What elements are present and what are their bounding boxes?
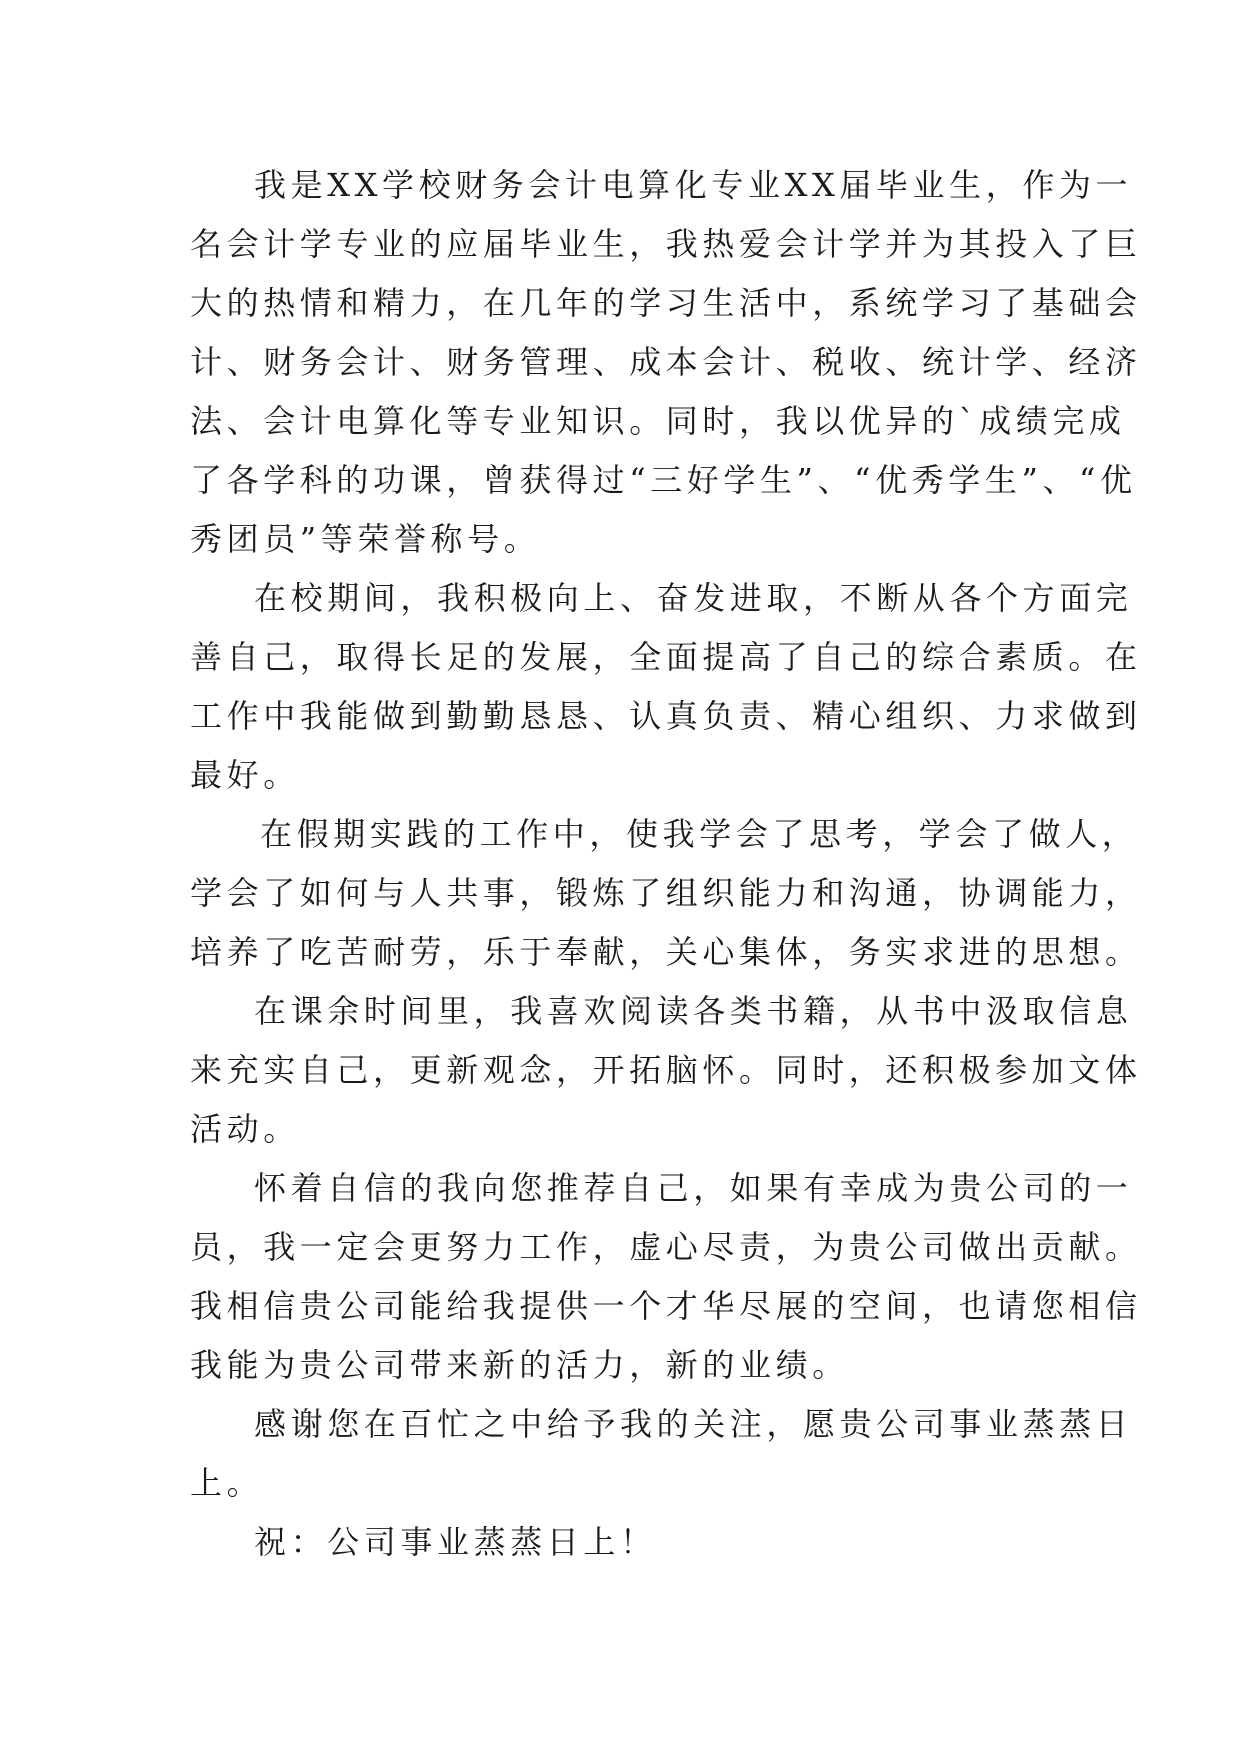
text-line: 在假期实践的工作中，使我学会了思考，学会了做人， [260, 815, 1139, 853]
text-line: 在课余时间里，我喜欢阅读各类书籍，从书中汲取信息 [254, 992, 1133, 1030]
text-line: 法、会计电算化等专业知识。同时，我以优异的`成绩完成 [190, 402, 1126, 440]
text-line: 感谢您在百忙之中给予我的关注，愿贵公司事业蒸蒸日 [254, 1405, 1133, 1443]
text-line: 我是XX学校财务会计电算化专业XX届毕业生，作为一 [254, 166, 1133, 204]
paragraph-graduate-intro [190, 156, 1142, 569]
text-line: 名会计学专业的应届毕业生，我热爱会计学并为其投入了巨 [190, 225, 1142, 263]
text-line: 大的热情和精力，在几年的学习生活中，系统学习了基础会 [190, 284, 1142, 322]
text-line: 计、财务会计、财务管理、成本会计、税收、统计学、经济 [190, 343, 1142, 381]
text-line: 秀团员”等荣誉称号。 [190, 520, 541, 558]
text-line: 工作中我能做到勤勤恳恳、认真负责、精心组织、力求做到 [190, 697, 1142, 735]
text-line: 最好。 [190, 756, 300, 794]
text-line: 怀着自信的我向您推荐自己，如果有幸成为贵公司的一 [254, 1169, 1133, 1207]
paragraph-thanks [190, 1395, 1133, 1513]
text-line: 我能为贵公司带来新的活力，新的业绩。 [190, 1346, 849, 1384]
text-line: 在校期间，我积极向上、奋发进取，不断从各个方面完 [254, 579, 1133, 617]
text-line: 了各学科的功课，曾获得过“三好学生”、“优秀学生”、“优 [190, 461, 1137, 499]
text-line: 活动。 [190, 1110, 300, 1148]
paragraph-closing-wish [190, 1513, 1050, 1572]
paragraph-school-period [190, 569, 1142, 805]
text-line: 来充实自己，更新观念，开拓脑怀。同时，还积极参加文体 [190, 1051, 1142, 1089]
text-line: 我相信贵公司能给我提供一个才华尽展的空间，也请您相信 [190, 1287, 1142, 1325]
text-line: 员，我一定会更努力工作，虚心尽责，为贵公司做出贡献。 [190, 1228, 1142, 1266]
paragraph-spare-time [190, 982, 1142, 1159]
text-line: 学会了如何与人共事，锻炼了组织能力和沟通，协调能力， [190, 874, 1142, 912]
text-line: 上。 [190, 1464, 264, 1502]
letter-body [190, 156, 1142, 1572]
paragraph-self-recommendation [190, 1159, 1142, 1395]
text-line: 善自己，取得长足的发展，全面提高了自己的综合素质。在 [190, 638, 1142, 676]
text-line: 祝：公司事业蒸蒸日上！ [254, 1523, 657, 1561]
paragraph-holiday-practice [190, 805, 1142, 982]
text-line: 培养了吃苦耐劳，乐于奉献，关心集体，务实求进的思想。 [190, 933, 1142, 971]
